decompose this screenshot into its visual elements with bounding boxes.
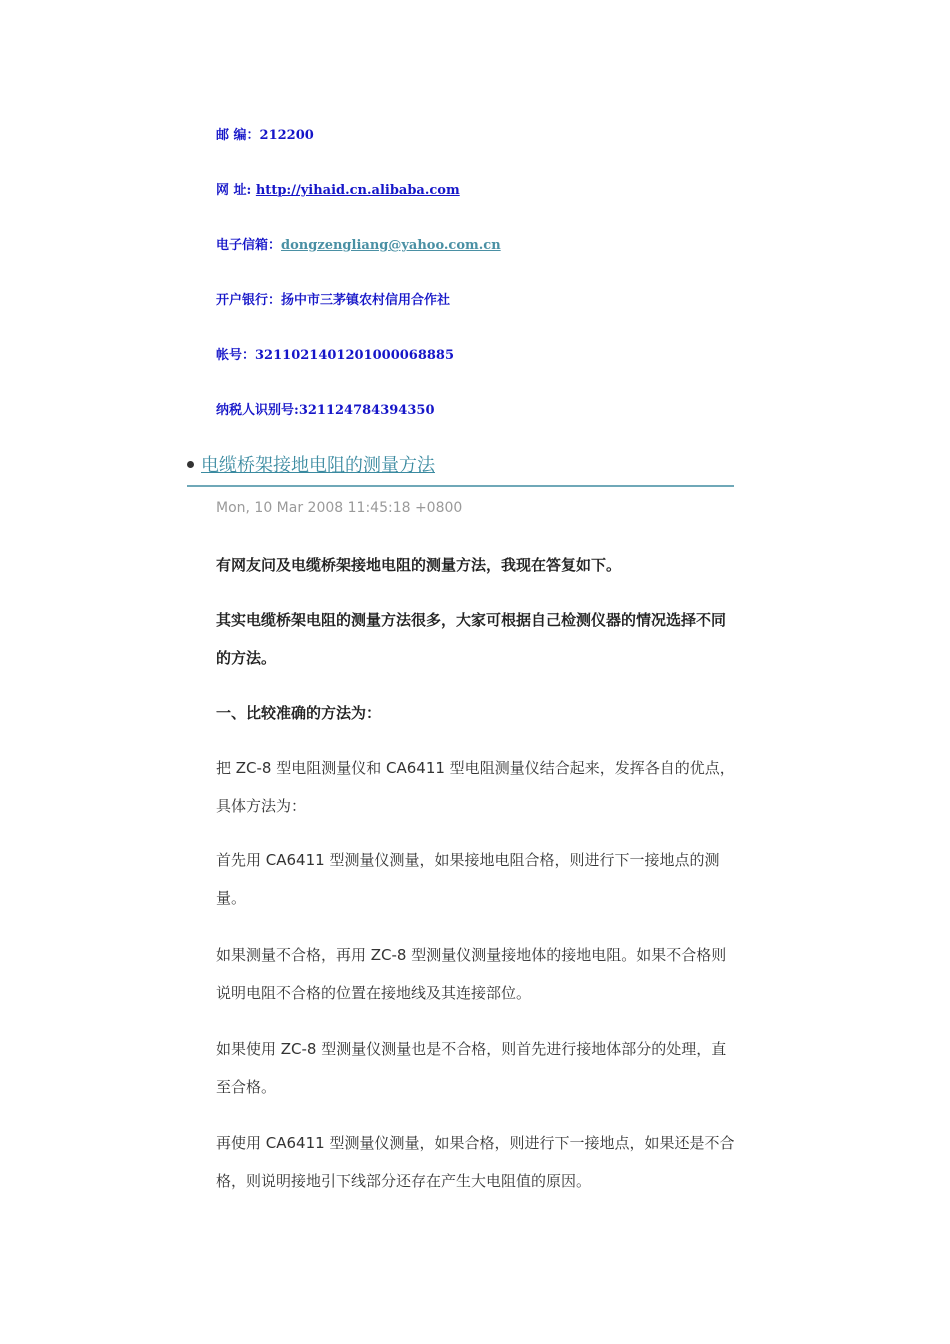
post-date: Mon, 10 Mar 2008 11:45:18 +0800 (216, 500, 463, 516)
bullet-icon (187, 461, 194, 468)
post-header (187, 452, 734, 487)
bank-value: 扬中市三茅镇农村信用合作社 (281, 293, 451, 308)
post-title-link[interactable]: 电缆桥架接地电阻的测量方法 (201, 455, 435, 476)
website-line (216, 182, 460, 200)
paragraph: 再使用 CA6411 型测量仪测量，如果合格，则进行下一接地点，如果还是不合格，则说明接地引下线部分还存在产生大电阻值的原因。 (216, 1134, 735, 1190)
postcode-label: 邮 编： (216, 128, 260, 143)
paragraph: 把 ZC-8 型电阻测量仪和 CA6411 型电阻测量仪结合起来，发挥各自的优点，具体方法为： (216, 759, 735, 815)
postcode-line (216, 127, 314, 145)
website-link[interactable]: http://yihaid.cn.alibaba.com (255, 183, 460, 198)
email-link[interactable]: dongzengliang@yahoo.com.cn (281, 238, 501, 253)
bank-line (216, 292, 450, 310)
email-line (216, 237, 501, 255)
bank-label: 开户银行： (216, 293, 282, 308)
taxid-label: 纳税人识别号: (216, 403, 299, 418)
paragraph: 如果测量不合格，再用 ZC-8 型测量仪测量接地体的接地电阻。如果不合格则说明电阻不合格的位置在接地线及其连接部位。 (216, 946, 727, 1002)
email-label: 电子信箱： (216, 238, 282, 253)
paragraph: 首先用 CA6411 型测量仪测量，如果接地电阻合格，则进行下一接地点的测量。 (216, 851, 720, 907)
account-label: 帐号： (216, 348, 256, 363)
postcode-value: 212200 (259, 128, 314, 143)
account-line (216, 347, 454, 365)
account-value: 3211021401201000068885 (255, 348, 455, 363)
taxid-line (216, 402, 435, 420)
paragraph: 其实电缆桥架电阻的测量方法很多，大家可根据自己检测仪器的情况选择不同的方法。 (216, 611, 727, 667)
taxid-value: 321124784394350 (298, 403, 435, 418)
paragraph: 如果使用 ZC-8 型测量仪测量也是不合格，则首先进行接地体部分的处理，直至合格。 (216, 1040, 727, 1096)
section-heading: 一、比较准确的方法为： (216, 704, 382, 722)
website-label: 网 址: (216, 183, 256, 198)
paragraph: 有网友问及电缆桥架接地电阻的测量方法，我现在答复如下。 (216, 556, 622, 574)
